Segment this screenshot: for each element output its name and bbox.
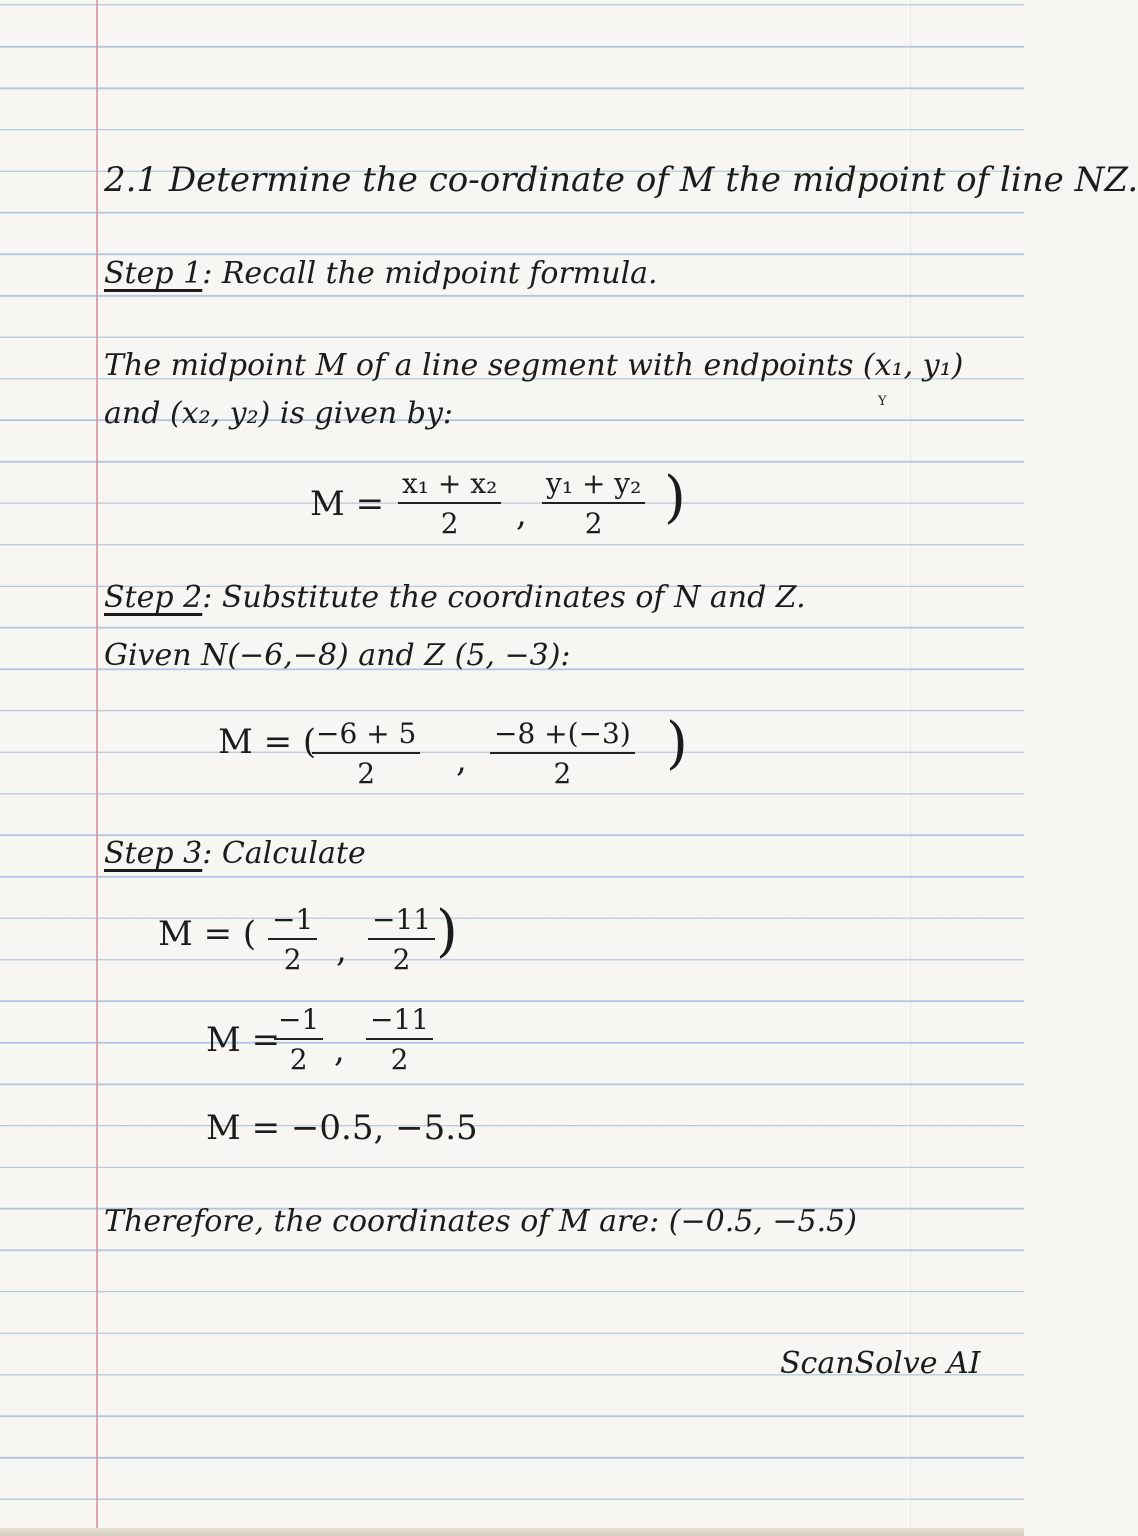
margin-line	[96, 0, 98, 1536]
formula-fraction-x-denominator: 2	[440, 507, 459, 540]
step2-label: Step 2	[104, 580, 203, 615]
question-heading: 2.1 Determine the co-ordinate of M the midpoint of line NZ.	[104, 160, 1138, 200]
step1-line	[104, 256, 658, 291]
step3-line2-fraction-y	[366, 1003, 433, 1076]
step1-text: : Recall the midpoint formula.	[202, 256, 658, 291]
step2-fraction-x	[312, 717, 420, 790]
step2-fraction-x-numerator: −6 + 5	[312, 720, 420, 754]
formula-lhs: M =	[310, 484, 385, 524]
step3-result: M = −0.5, −5.5	[206, 1108, 478, 1148]
step3-line1-lhs: M = (	[158, 914, 257, 954]
step3-line2-fraction-x-numerator: −1	[274, 1006, 323, 1040]
step3-line1-close-paren: )	[436, 899, 458, 964]
step3-line2-fraction-y-denominator: 2	[390, 1043, 409, 1076]
step3-line	[104, 836, 366, 871]
step3-line1-fraction-y-denominator: 2	[392, 943, 411, 976]
formula-fraction-y-denominator: 2	[584, 507, 603, 540]
step1-description-line2: and (x₂, y₂) is given by:	[104, 396, 454, 431]
step2-line	[104, 580, 806, 615]
step3-label: Step 3	[104, 836, 203, 871]
step2-separator: ,	[456, 740, 467, 780]
conclusion: Therefore, the coordinates of M are: (−0.5, −5.5)	[104, 1204, 857, 1239]
step2-fraction-x-denominator: 2	[357, 757, 376, 790]
formula-fraction-x	[398, 467, 501, 540]
step1-label: Step 1	[104, 256, 203, 291]
step1-description-line1: The midpoint M of a line segment with endpoints (x₁, y₁)	[104, 348, 964, 383]
formula-separator: ,	[516, 494, 527, 534]
step3-text: : Calculate	[202, 836, 366, 871]
stray-mark: Y	[878, 394, 887, 409]
step3-line2-fraction-y-numerator: −11	[366, 1006, 433, 1040]
step3-line1-fraction-y-numerator: −11	[368, 906, 435, 940]
formula-fraction-y-numerator: y₁ + y₂	[542, 470, 645, 504]
right-guide-line	[910, 0, 911, 1536]
step2-formula-lhs: M = (	[218, 722, 317, 762]
step2-fraction-y-denominator: 2	[553, 757, 572, 790]
formula-fraction-x-numerator: x₁ + x₂	[398, 470, 501, 504]
step3-line2-fraction-x-denominator: 2	[289, 1043, 308, 1076]
step3-line2-separator: ,	[334, 1030, 345, 1070]
step3-line1-fraction-x-denominator: 2	[283, 943, 302, 976]
formula-close-paren: )	[664, 465, 686, 530]
formula-fraction-y	[542, 467, 645, 540]
step2-fraction-y	[490, 717, 635, 790]
page-bottom-edge	[0, 1528, 1024, 1536]
step3-line2-lhs: M =	[206, 1020, 281, 1060]
step3-line2-fraction-x	[274, 1003, 323, 1076]
step2-close-paren: )	[666, 711, 688, 776]
step2-text: : Substitute the coordinates of N and Z.	[202, 580, 806, 615]
step2-given: Given N(−6,−8) and Z (5, −3):	[104, 638, 571, 673]
step3-line1-fraction-x-numerator: −1	[268, 906, 317, 940]
step3-line1-separator: ,	[336, 930, 347, 970]
step2-fraction-y-numerator: −8 +(−3)	[490, 720, 635, 754]
step3-line1-fraction-x	[268, 903, 317, 976]
signature: ScanSolve AI	[780, 1346, 981, 1381]
step3-line1-fraction-y	[368, 903, 435, 976]
